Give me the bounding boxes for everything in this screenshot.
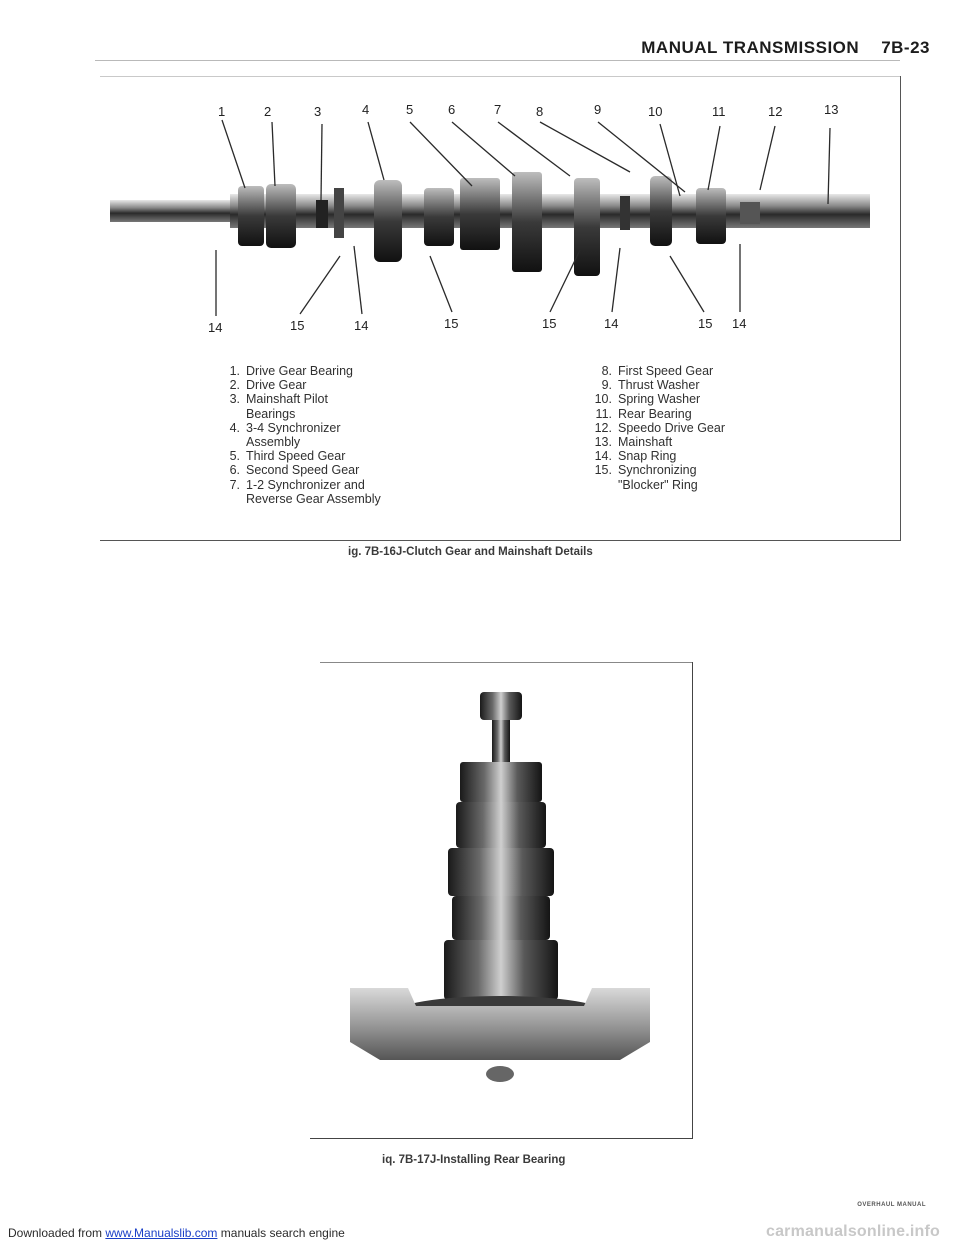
drive-gear-shape (266, 184, 296, 248)
callout-13: 13 (824, 102, 839, 117)
legend-item (220, 449, 381, 463)
press-shaft (492, 720, 510, 762)
synchronizer (452, 896, 550, 940)
legend-item (592, 392, 725, 406)
legend-number (220, 407, 240, 421)
legend-text: Rear Bearing (618, 406, 692, 421)
callout-bottom-8: 14 (732, 316, 747, 331)
callout-3: 3 (314, 104, 322, 119)
legend-item (220, 364, 381, 378)
speedo-gear (460, 762, 542, 802)
press-tool (480, 692, 522, 720)
figure2-caption: iq. 7B-17J-Installing Rear Bearing (382, 1154, 566, 1166)
page-header (641, 38, 930, 58)
mainshaft-exploded-illustration (100, 76, 900, 346)
pilot-bearing-shape (316, 200, 328, 228)
header-rule (95, 60, 900, 61)
callout-9: 9 (594, 102, 602, 117)
legend-number: 7. (229, 477, 240, 492)
callout-1: 1 (218, 104, 226, 119)
callout-4: 4 (362, 102, 370, 117)
legend-text: Snap Ring (618, 449, 677, 464)
rear-bearing (456, 802, 546, 848)
callout-12: 12 (768, 104, 783, 119)
drive-gear-bearing-shape (238, 186, 264, 246)
first-gear-shape (574, 178, 600, 276)
callout-bottom-4: 15 (444, 316, 459, 331)
legend-text: 1-2 Synchronizer and (246, 477, 365, 492)
second-gear-shape (460, 178, 500, 250)
legend-text: 3-4 Synchronizer (246, 420, 341, 435)
synchronizer-12-shape (512, 172, 542, 272)
callout-bottom-7: 15 (698, 316, 713, 331)
legend-number: 15. (594, 463, 612, 478)
legend-item (220, 435, 381, 449)
legend-item (592, 449, 725, 463)
legend-item (592, 421, 725, 435)
callout-5: 5 (406, 102, 414, 117)
legend-text: Second Speed Gear (246, 463, 360, 478)
legend-text: First Speed Gear (618, 364, 714, 378)
legend-item (592, 378, 725, 392)
legend-item (592, 478, 725, 492)
callout-6: 6 (448, 102, 456, 117)
rear-bearing-installation-photo (320, 670, 680, 1132)
legend-number: 12. (594, 420, 612, 435)
footer-prefix: Downloaded from (8, 1226, 106, 1240)
legend-number: 5. (229, 449, 240, 464)
legend-item (592, 407, 725, 421)
fixture-foot (486, 1066, 514, 1082)
legend-number: 3. (229, 392, 240, 407)
legend-item (592, 463, 725, 477)
callout-bottom-6: 14 (604, 316, 619, 331)
legend-text: Drive Gear (246, 378, 307, 393)
legend-number: 4. (229, 420, 240, 435)
legend-right (592, 364, 725, 492)
section-title: MANUAL TRANSMISSION (641, 38, 860, 57)
callout-7: 7 (494, 102, 502, 117)
legend-text: Synchronizing (618, 463, 697, 478)
legend-text: Drive Gear Bearing (246, 364, 353, 378)
legend-item (592, 435, 725, 449)
speedo-gear-shape (696, 188, 726, 244)
legend-item (220, 392, 381, 406)
third-gear-shape (424, 188, 454, 246)
callout-8: 8 (536, 104, 544, 119)
overhaul-manual-label: OVERHAUL MANUAL (857, 1202, 926, 1208)
legend-text: "Blocker" Ring (618, 477, 698, 492)
legend-text: Thrust Washer (618, 378, 700, 393)
thrust-washer-shape (620, 196, 630, 230)
legend-left (220, 364, 381, 506)
legend-item (220, 463, 381, 477)
legend-number (220, 492, 240, 506)
legend-text: Reverse Gear Assembly (246, 491, 381, 506)
legend-number: 1. (229, 364, 240, 378)
legend-number: 2. (229, 378, 240, 393)
callout-11: 11 (712, 104, 726, 119)
page-number: 7B-23 (881, 38, 930, 57)
legend-text: Spring Washer (618, 392, 701, 407)
collar-shape (740, 202, 760, 224)
watermark: carmanualsonline.info (765, 1223, 940, 1240)
callout-bottom-5: 15 (542, 316, 557, 331)
legend-item (592, 364, 725, 378)
legend-number: 11. (595, 406, 612, 421)
legend-number: 8. (601, 364, 612, 378)
legend-text: Assembly (246, 435, 301, 450)
download-footer (8, 1226, 345, 1240)
callout-bottom-1: 14 (208, 320, 223, 335)
figure1-caption: ig. 7B-16J-Clutch Gear and Mainshaft Details (348, 546, 593, 558)
legend-number: 10. (594, 392, 612, 407)
footer-suffix: manuals search engine (217, 1226, 345, 1240)
legend-text: Speedo Drive Gear (618, 420, 726, 435)
legend-text: Bearings (246, 406, 296, 421)
callout-bottom-3: 14 (354, 318, 369, 333)
legend-number: 6. (229, 463, 240, 478)
legend-number (592, 478, 612, 492)
callout-2: 2 (264, 104, 272, 119)
rear-bearing-shape (650, 176, 672, 246)
second-gear (444, 940, 558, 1000)
legend-number: 9. (601, 378, 612, 393)
legend-item (220, 421, 381, 435)
legend-text: Mainshaft (618, 435, 673, 450)
legend-item (220, 492, 381, 506)
legend-number: 14. (594, 449, 612, 464)
callout-bottom-2: 15 (290, 318, 305, 333)
callout-10: 10 (648, 104, 663, 119)
legend-text: Third Speed Gear (246, 449, 346, 464)
manualslib-link[interactable]: www.Manualslib.com (105, 1226, 218, 1240)
legend-text: Mainshaft Pilot (246, 392, 328, 407)
first-gear (448, 848, 554, 896)
legend-number (220, 435, 240, 449)
legend-item (220, 378, 381, 392)
legend-item (220, 407, 381, 421)
blocker-ring-shape (334, 188, 344, 238)
legend-number: 13. (594, 435, 612, 450)
input-shaft (110, 200, 230, 222)
synchronizer-34-shape (374, 180, 402, 262)
legend-item (220, 478, 381, 492)
